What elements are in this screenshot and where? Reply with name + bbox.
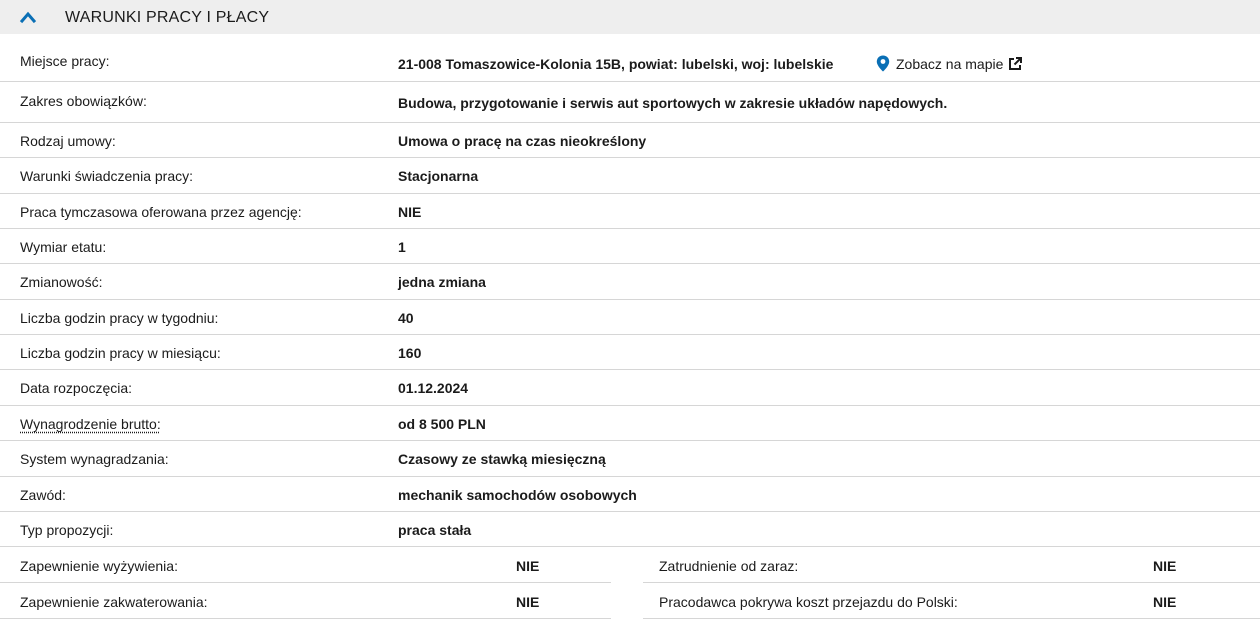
info-row-monthly-hours [0,335,1260,370]
row-label: Miejsce pracy: [20,53,110,69]
info-row-duties [0,82,1260,123]
row-label: Data rozpoczęcia: [20,380,133,396]
pair-value: NIE [1153,558,1177,574]
row-value: Umowa o pracę na czas nieokreślony [398,133,647,149]
info-row-weekly-hours [0,300,1260,335]
row-value: 1 [398,239,406,255]
row-label: Typ propozycji: [20,522,114,538]
pair-row-accommodation [0,583,611,619]
pair-value: NIE [1153,594,1177,610]
row-label: Zawód: [20,487,66,503]
row-value: Budowa, przygotowanie i serwis aut sportowych w zakresie układów napędowych. [398,95,948,111]
pair-label: Zapewnienie zakwaterowania: [20,594,208,610]
info-row-start-date [0,370,1260,406]
pair-label: Zatrudnienie od zaraz: [659,558,799,574]
pair-row-meals [0,547,611,583]
pair-row-travel-cost [643,583,1260,619]
pair-label: Pracodawca pokrywa koszt przejazdu do Polski: [659,594,958,610]
row-label: Praca tymczasowa oferowana przez agencję: [20,204,302,220]
info-row-occupation [0,477,1260,512]
map-pin-icon [876,55,890,72]
row-label: Warunki świadczenia pracy: [20,168,193,184]
info-row-pay-system [0,441,1260,477]
row-label: System wynagradzania: [20,451,169,467]
info-row-offer-type [0,512,1260,547]
row-value: 01.12.2024 [398,380,469,396]
pair-value: NIE [516,558,540,574]
row-label: Liczba godzin pracy w miesiącu: [20,345,221,361]
external-link-icon [1008,57,1022,71]
row-value: praca stała [398,522,472,538]
row-label: Liczba godzin pracy w tygodniu: [20,310,219,326]
info-row-gross-salary [0,406,1260,441]
show-on-map-label: Zobacz na mapie [896,55,1004,72]
row-label: Zmianowość: [20,274,103,290]
row-value: od 8 500 PLN [398,416,486,432]
row-value: 40 [398,310,414,326]
row-value: 160 [398,345,422,361]
row-value: NIE [398,204,422,220]
show-on-map-link[interactable] [876,55,1022,72]
row-value: jedna zmiana [398,274,486,290]
section-title: WARUNKI PRACY I PŁACY [65,9,270,26]
info-row-temp-agency [0,194,1260,229]
section-header[interactable] [0,0,1260,34]
row-value: mechanik samochodów osobowych [398,487,637,503]
info-row-contract-type [0,123,1260,158]
info-row-work-mode [0,158,1260,194]
row-label: Zakres obowiązków: [20,93,147,109]
chevron-up-icon[interactable] [18,9,38,25]
pair-row-immediate-start [643,547,1260,583]
info-row-fte [0,229,1260,264]
info-row-location [0,44,1260,82]
row-value: 21-008 Tomaszowice-Kolonia 15B, powiat: lubelski, woj: lubelskie [398,56,834,72]
pair-label: Zapewnienie wyżywienia: [20,558,178,574]
pair-value: NIE [516,594,540,610]
gross-salary-term[interactable]: Wynagrodzenie brutto: [20,416,161,432]
row-label: Rodzaj umowy: [20,133,116,149]
row-value: Stacjonarna [398,168,479,184]
row-label: Wymiar etatu: [20,239,107,255]
row-value: Czasowy ze stawką miesięczną [398,451,606,467]
info-row-shifts [0,264,1260,300]
